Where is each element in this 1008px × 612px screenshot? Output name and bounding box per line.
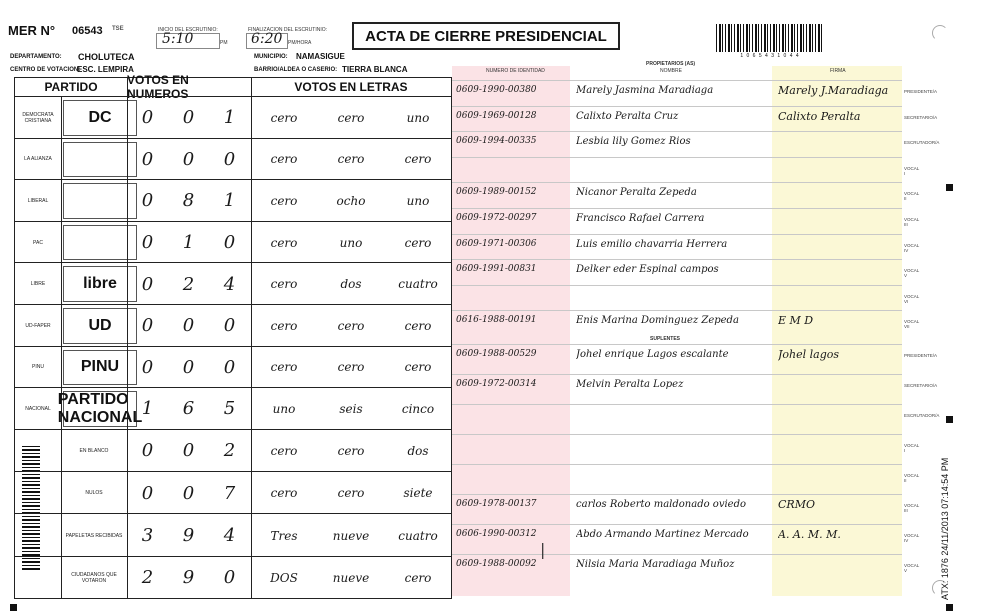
acta-title: ACTA DE CIERRE PRESIDENCIAL [352, 22, 620, 50]
inicio-value: 5:10 [162, 31, 194, 47]
municipio-label: MUNICIPIO: [254, 54, 288, 60]
registration-mark [932, 25, 948, 41]
vote-word: cero [337, 486, 365, 501]
party-name: UD-FAPER [25, 322, 51, 329]
vote-digit: 0 [182, 107, 195, 129]
votos-letras-header: VOTOS EN LETRAS [294, 80, 408, 94]
vote-digit: 4 [223, 273, 236, 295]
member-role: VOCAL IV [904, 242, 920, 253]
member-id: 0609-1989-00152 [456, 187, 537, 198]
member-row [452, 259, 920, 284]
member-name: Melvin Peralta Lopez [576, 379, 684, 390]
vote-digit: 9 [182, 567, 195, 589]
vote-word: cero [270, 152, 298, 167]
tse-logo: TSE [112, 26, 124, 32]
member-row [452, 234, 920, 259]
party-name: PAC [33, 239, 43, 246]
vote-digit: 0 [141, 107, 154, 129]
vote-word: DOS [270, 570, 298, 585]
vote-word: cuatro [398, 277, 438, 292]
vote-word: dos [407, 443, 429, 458]
member-signature: A. A. M. M. [778, 528, 841, 541]
party-row [15, 387, 451, 430]
vote-digit: 0 [141, 148, 154, 170]
vote-digit: 1 [141, 398, 154, 420]
timing-mark [946, 416, 953, 423]
member-row [452, 524, 920, 549]
votos-numeros-header: VOTOS EN NUMEROS [127, 73, 189, 101]
member-id: 0609-1971-00306 [456, 238, 537, 249]
total-row [15, 429, 451, 472]
member-row [452, 464, 920, 489]
party-logo: PINU [63, 350, 137, 386]
member-row [452, 80, 938, 105]
party-name: PINU [32, 364, 44, 371]
vote-word: nueve [332, 570, 370, 585]
suplentes-header: SUPLENTES [650, 336, 681, 342]
member-name: Marely Jasmina Maradiaga [576, 85, 714, 96]
centro-label: CENTRO DE VOTACION: [10, 67, 81, 73]
vote-digit: 0 [141, 190, 154, 212]
vote-digit: 0 [182, 356, 195, 378]
vote-digit: 0 [223, 232, 236, 254]
vote-digit: 0 [141, 273, 154, 295]
barrio-label: BARRIO/ALDEA O CASERIO: [254, 67, 338, 73]
vote-digit: 0 [223, 356, 236, 378]
member-row [452, 157, 920, 182]
member-role: PRESIDENTE/A [904, 353, 938, 358]
vote-digit: 0 [141, 482, 154, 504]
total-row [15, 556, 451, 599]
party-name: DEMOCRATA CRISTIANA [22, 111, 54, 124]
member-signature: CRMO [778, 498, 815, 511]
member-role: SECRETARIO/A [904, 114, 938, 120]
member-id: 0609-1969-00128 [456, 110, 537, 121]
mer-number: 06543 [72, 25, 103, 37]
member-row [452, 310, 920, 335]
member-row [452, 344, 938, 369]
vote-word: cero [270, 235, 298, 250]
member-id: 0609-1994-00335 [456, 136, 537, 147]
member-role: VOCAL II [904, 473, 920, 483]
vote-word: cero [337, 318, 365, 333]
timing-mark [10, 604, 17, 611]
member-id: 0609-1972-00314 [456, 379, 537, 389]
barrio-value: TIERRA BLANCA [342, 65, 408, 74]
party-row [15, 138, 451, 181]
vote-digit: 4 [223, 525, 236, 547]
vote-digit: 1 [223, 107, 236, 129]
transmission-stamp: ATX: 1876 24/11/2013 07:14:54 PM [940, 457, 950, 600]
party-logo: PARTIDO NACIONAL [57, 390, 143, 426]
fin-value: 6:20 [251, 31, 283, 47]
member-row [452, 404, 940, 429]
vote-digit: 7 [223, 482, 236, 504]
identidad-header: NUMERO DE IDENTIDAD [486, 68, 545, 74]
vote-word: cero [270, 193, 298, 208]
total-name: PAPELETAS RECIBIDAS [65, 532, 123, 539]
timing-mark [946, 184, 953, 191]
party-row [15, 346, 451, 389]
vote-word: cero [270, 110, 298, 125]
member-row [452, 434, 920, 459]
member-role: VOCAL VI [904, 293, 920, 304]
inicio-suffix: PM [220, 40, 228, 46]
top-barcode [716, 24, 824, 52]
firma-header: FIRMA [830, 68, 846, 74]
member-name: carlos Roberto maldonado oviedo [576, 499, 747, 510]
member-role: VOCAL I [904, 165, 920, 176]
vote-word: cero [337, 360, 365, 375]
vote-digit: 3 [141, 525, 154, 547]
total-name: NULOS [85, 490, 103, 497]
vote-digit: 0 [223, 148, 236, 170]
vote-digit: 0 [182, 315, 195, 337]
vote-digit: 6 [182, 398, 195, 420]
vote-digit: 1 [182, 232, 195, 254]
member-role: ESCRUTADOR/A [904, 413, 940, 418]
vote-digit: 0 [141, 356, 154, 378]
total-name: CIUDADANOS QUE VOTARON [71, 571, 117, 584]
vote-word: cero [270, 443, 298, 458]
vote-word: ocho [336, 193, 366, 208]
vote-word: cero [404, 360, 432, 375]
party-row [15, 221, 451, 264]
member-row [452, 106, 938, 131]
fin-label: FINALIZACION DEL ESCRUTINIO: [248, 27, 327, 33]
party-logo: libre [63, 266, 137, 302]
vote-word: cero [337, 110, 365, 125]
party-logo: UD [63, 308, 137, 344]
member-name: Francisco Rafael Carrera [576, 213, 705, 224]
member-row [452, 554, 920, 579]
party-row [15, 179, 451, 222]
member-name: Calixto Peralta Cruz [576, 110, 679, 122]
party-name: LIBRE [30, 281, 46, 288]
vote-word: cero [270, 277, 298, 292]
vote-word: cuatro [398, 528, 438, 543]
member-role: VOCAL IV [904, 533, 920, 543]
member-id: 0609-1988-00092 [456, 559, 537, 569]
propietarios-header: PROPIETARIOS (AS) [646, 61, 696, 67]
vote-word: seis [339, 401, 363, 416]
vote-digit: 0 [141, 440, 154, 462]
member-role: ESCRUTADOR/A [904, 140, 940, 146]
municipio-value: NAMASIGUE [296, 52, 345, 61]
party-row [15, 304, 451, 347]
party-name: LIBERAL [27, 197, 49, 204]
member-row [452, 374, 938, 399]
party-logo [63, 225, 137, 261]
member-role: VOCAL V [904, 268, 920, 279]
party-logo: DC [63, 100, 137, 136]
total-row [15, 513, 451, 556]
member-signature: Johel lagos [778, 348, 840, 361]
member-row [452, 208, 920, 233]
member-row [452, 131, 940, 156]
member-id: 0609-1988-00529 [456, 349, 537, 359]
party-name: LA ALIANZA [24, 156, 52, 163]
vote-word: siete [403, 486, 433, 501]
centro-value: ESC. LEMPIRA [77, 65, 134, 74]
vote-digit: 2 [141, 567, 154, 589]
member-name: Delker eder Espinal campos [576, 264, 719, 276]
member-name: Johel enrique Lagos escalante [576, 349, 729, 360]
stray-mark: | [540, 540, 546, 559]
vote-digit: 0 [182, 440, 195, 462]
vote-word: nueve [332, 528, 370, 543]
vote-digit: 2 [182, 273, 195, 295]
party-name: NACIONAL [25, 405, 51, 412]
member-row [452, 285, 920, 310]
member-row [452, 494, 920, 519]
party-logo [63, 142, 137, 178]
member-role: VOCAL II [904, 191, 920, 202]
member-name: Lesbia lily Gomez Rios [576, 136, 691, 148]
member-id: 0609-1978-00137 [456, 499, 537, 509]
vote-digit: 2 [223, 440, 236, 462]
vote-digit: 0 [141, 232, 154, 254]
vote-digit: 8 [182, 190, 195, 212]
vote-word: cero [337, 443, 365, 458]
member-role: VOCAL VII [904, 319, 920, 330]
vote-word: cero [404, 318, 432, 333]
member-id: 0616-1988-00191 [456, 315, 537, 326]
member-name: Nilsia Maria Maradiaga Muñoz [576, 559, 735, 570]
vote-word: uno [339, 235, 363, 250]
member-signature: E M D [778, 314, 814, 328]
member-name: Abdo Armando Martinez Mercado [576, 529, 749, 540]
member-id: 0606-1990-00312 [456, 529, 537, 539]
vote-word: cero [404, 235, 432, 250]
mer-label: MER N° [8, 23, 56, 38]
votes-table [14, 73, 452, 599]
vote-word: uno [406, 110, 430, 125]
vote-word: cero [270, 360, 298, 375]
inicio-label: INICIO DEL ESCRUTINIO: [158, 27, 218, 33]
member-role: VOCAL V [904, 563, 920, 573]
vote-word: Tres [270, 528, 298, 543]
member-name: Nicanor Peralta Zepeda [576, 187, 697, 199]
vote-word: cero [270, 318, 298, 333]
member-name: Luis emilio chavarria Herrera [576, 238, 728, 250]
vote-digit: 1 [223, 190, 236, 212]
vote-word: uno [272, 401, 296, 416]
vote-digit: 5 [223, 398, 236, 420]
timing-mark [946, 604, 953, 611]
member-id: 0609-1991-00831 [456, 264, 537, 275]
member-role: VOCAL I [904, 443, 920, 453]
member-role: SECRETARIO/A [904, 383, 938, 388]
barcode-number: 1 0 6 5 4 3 1 0 4 4 [740, 53, 800, 59]
member-role: VOCAL III [904, 217, 920, 227]
vote-digit: 0 [182, 482, 195, 504]
member-signature: Marely J.Maradiaga [778, 84, 889, 97]
member-id: 0609-1990-00380 [456, 85, 537, 95]
fin-suffix: PM/HORA [288, 40, 312, 46]
member-row [452, 182, 920, 207]
member-name: Enis Marina Dominguez Zepeda [576, 315, 739, 327]
party-row [15, 96, 451, 139]
total-row [15, 471, 451, 514]
vote-digit: 0 [223, 315, 236, 337]
total-name: EN BLANCO [79, 447, 109, 454]
vote-digit: 9 [182, 525, 195, 547]
vote-digit: 0 [182, 148, 195, 170]
nombre-header: NOMBRE [660, 68, 682, 74]
vote-word: cero [404, 152, 432, 167]
departamento-value: CHOLUTECA [78, 52, 135, 62]
member-id: 0609-1972-00297 [456, 213, 537, 223]
vote-word: cinco [401, 401, 435, 416]
vote-word: dos [340, 277, 362, 292]
party-logo [63, 183, 137, 219]
vote-digit: 0 [223, 567, 236, 589]
departamento-label: DEPARTAMENTO: [10, 54, 62, 60]
vote-word: cero [270, 486, 298, 501]
member-role: VOCAL III [904, 503, 920, 513]
vote-word: cero [404, 570, 432, 585]
partido-header: PARTIDO [44, 80, 98, 94]
vote-word: uno [406, 193, 430, 208]
member-signature: Calixto Peralta [778, 109, 861, 123]
member-role: PRESIDENTE/A [904, 89, 938, 94]
party-row [15, 262, 451, 305]
vote-digit: 0 [141, 315, 154, 337]
vote-word: cero [337, 152, 365, 167]
